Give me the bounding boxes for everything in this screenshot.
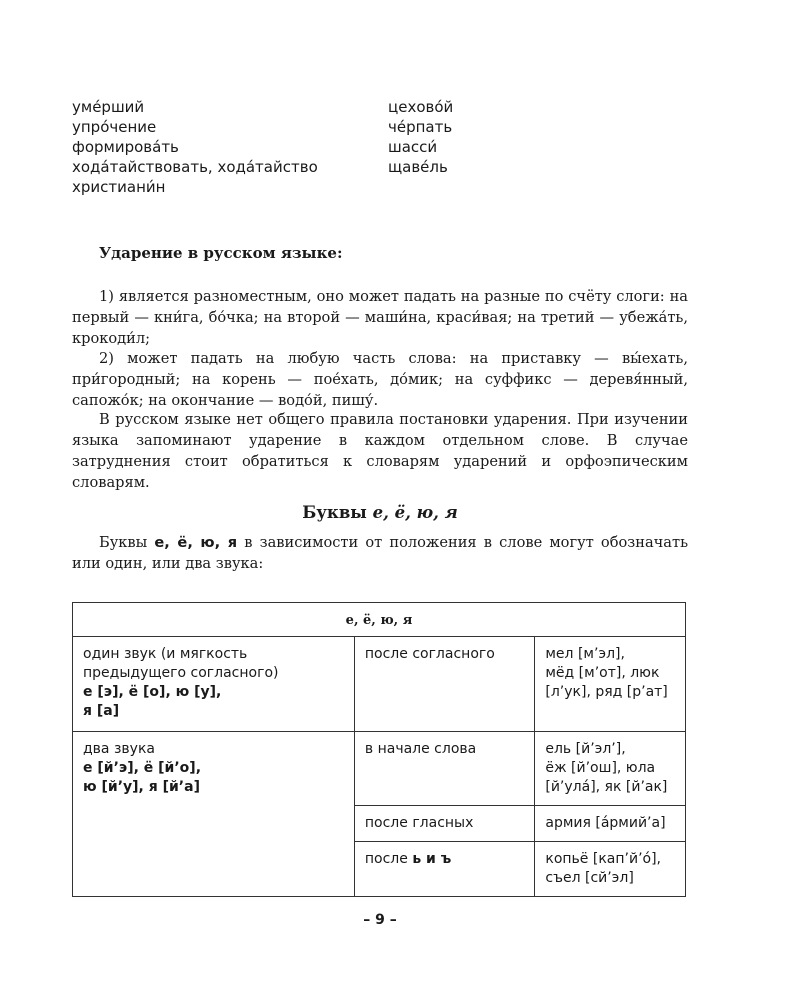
page-number: – 9 – (363, 912, 397, 928)
table-row (73, 732, 686, 806)
row2-position-3 (354, 842, 534, 897)
word-item: формирова́ть (72, 138, 179, 156)
letters-title-letters: е, ё, ю, я (372, 503, 458, 522)
example-line: ёж [й’ош], юла (545, 760, 656, 776)
letters-intro (72, 532, 688, 574)
example-line: ель [й’эл’], (545, 741, 626, 757)
word-item: шасси́ (388, 138, 438, 156)
row1-position: после согласного (354, 637, 534, 732)
example-line: [й’ула́], як [й’ак] (545, 779, 668, 795)
word-item: цехово́й (388, 98, 454, 116)
intro-rest: в зависимости от положения в слове могут обозначать или один, или два звука: (72, 534, 689, 572)
word-item: щаве́ль (388, 158, 448, 176)
row1-label: один звук (и мягкость предыдущего согласного) (83, 646, 279, 681)
stress-paragraph-2: 2) может падать на любую часть слова: на приставку — вы́ехать, при́городный; на корень — пое́хать, до́мик; на суффикс — деревя́нный, сапожо́к; на окончание — водо́й, пишу́. (72, 350, 688, 409)
word-list-left (72, 97, 318, 197)
table-header-row (73, 603, 686, 637)
row2-description (73, 732, 355, 897)
row1-sounds-line1: е [э], ё [о], ю [у], (83, 684, 222, 700)
example-line: мёд [м’от], люк (545, 665, 660, 681)
word-item: христиани́н (72, 178, 166, 196)
stress-paragraph-3: В русском языке нет общего правила постановки ударения. При изучении языка запоминают ударение в каждом отдельном слове. В случае затруднения стоит обратиться к словарям ударений и орфоэпическим словарям. (72, 411, 688, 491)
row2-sounds-line2: ю [й’у], я [й’а] (83, 779, 200, 795)
stress-paragraph-1: 1) является разноместным, оно может падать на разные по счёту слоги: на первый — кни́га, бо́чка; на второй — маши́на, краси́вая; на третий — убежа́ть, крокоди́л; (72, 288, 688, 347)
letters-table (72, 602, 686, 897)
row2-position-2: после гласных (354, 806, 534, 842)
example-line: съел [сй’эл] (545, 870, 634, 886)
intro-letters: е, ё, ю, я (154, 534, 238, 551)
row2-position-1: в начале слова (354, 732, 534, 806)
row1-examples (535, 637, 686, 732)
row2-examples-1 (535, 732, 686, 806)
row2-sounds-line1: е [й’э], ё [й’о], (83, 760, 202, 776)
table-row (73, 637, 686, 732)
pos3-letters: ь и ъ (412, 851, 452, 867)
pos3-prefix: после (364, 851, 408, 867)
word-item: хода́тайствовать, хода́тайство (72, 158, 318, 176)
word-item: уме́рший (72, 98, 145, 116)
row2-examples-3 (535, 842, 686, 897)
stress-heading: Ударение в русском языке: (99, 244, 343, 262)
word-item: упро́чение (72, 118, 157, 136)
letters-section-title (0, 503, 760, 522)
row1-description (73, 637, 355, 732)
letters-title-prefix: Буквы (302, 503, 367, 522)
row2-examples-2 (535, 806, 686, 842)
word-item: че́рпать (388, 118, 453, 136)
word-list-right (388, 97, 453, 177)
row1-sounds-line2: я [а] (83, 703, 120, 719)
example-line: [л’ук], ряд [р’ат] (545, 684, 668, 700)
example-line: армия [а́рмий’а] (545, 815, 666, 831)
example-line: копьё [кап’й’о́], (545, 851, 661, 867)
intro-prefix: Буквы (99, 534, 148, 551)
table-header: е, ё, ю, я (73, 603, 686, 637)
example-line: мел [м’эл], (545, 646, 625, 662)
row2-label: два звука (83, 741, 155, 757)
